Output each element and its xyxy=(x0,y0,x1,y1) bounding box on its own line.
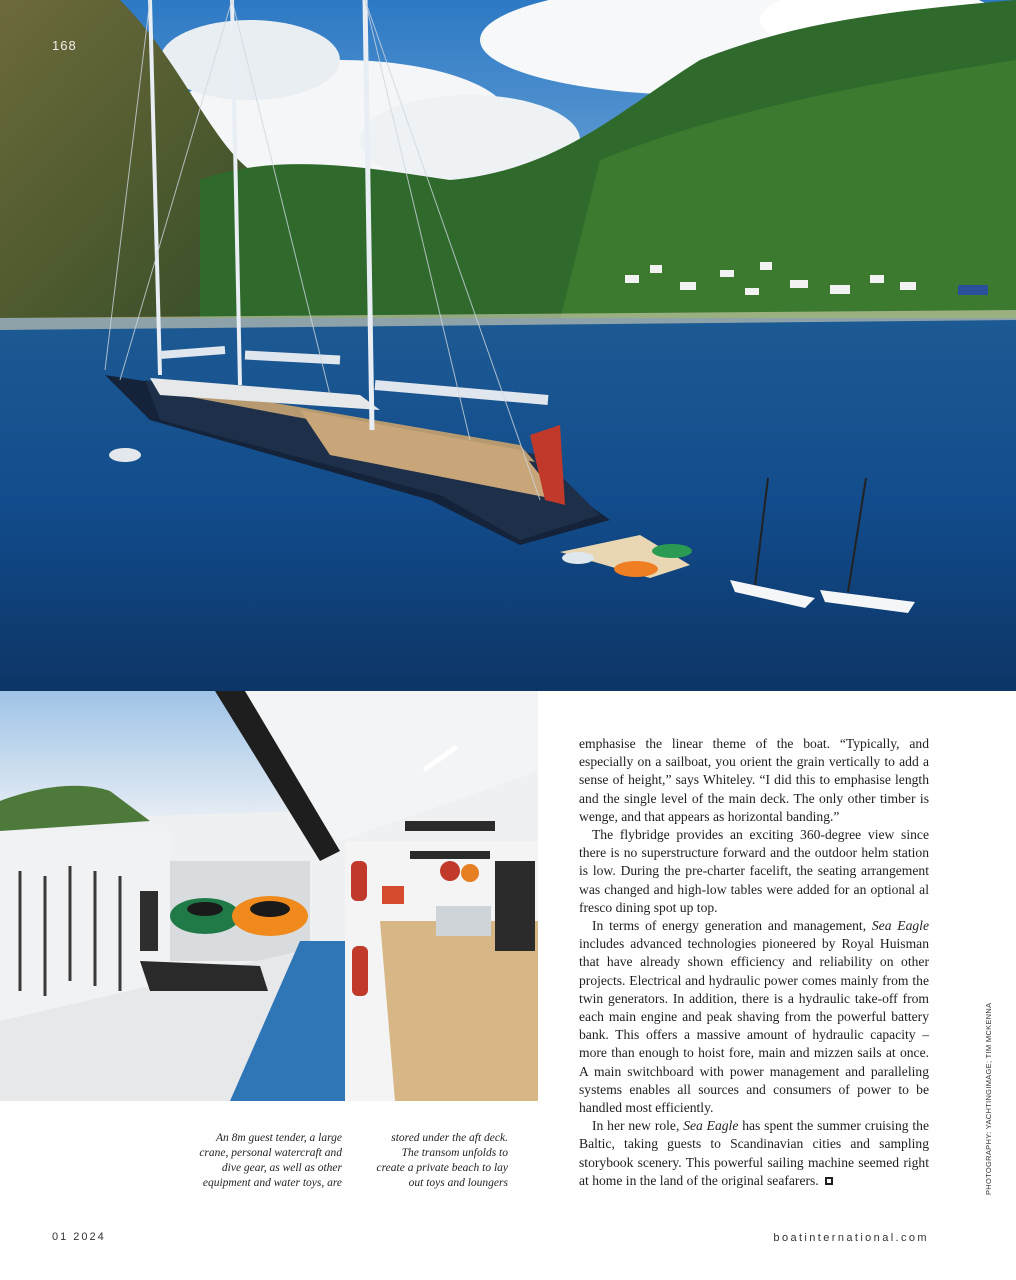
paragraph-2: The flybridge provides an exciting 360-degree view since there is no superstructure forward and the outdoor helm station is low. During the pre-charter facelift, the seating arrangement was changed and high-low tables were added for an optional al fresco dining spot up top. xyxy=(579,827,929,915)
paragraph-1: emphasise the linear theme of the boat. “Typically, and especially on a sailboat, you orient the grain vertically to add a sense of height,” says Whiteley. “I did this to emphasise length and the single level of the main deck. The only other timber is wenge, and that appears as horizontal banding.” xyxy=(579,736,929,824)
photo-caption-left: An 8m guest tender, a large crane, personal watercraft and dive gear, as well as other equipment and water toys, are xyxy=(199,1132,342,1189)
tender-garage-photo-icon xyxy=(0,691,538,1101)
paragraph-3-lead: In terms of energy generation and management, xyxy=(592,918,872,934)
yacht-name: Sea Eagle xyxy=(683,1118,739,1134)
paragraph-4-lead: In her new role, xyxy=(592,1118,684,1134)
yacht-name: Sea Eagle xyxy=(871,918,929,934)
end-of-article-icon xyxy=(825,1177,833,1185)
garage-photo xyxy=(0,691,538,1101)
paragraph-4 xyxy=(579,1117,929,1190)
page-number: 168 xyxy=(52,38,77,53)
paragraph-3 xyxy=(579,917,929,1117)
paragraph-3-rest: includes advanced technologies pioneered by Royal Huisman that have already shown efficiency and reliability on other projects. Electrical and hydraulic power comes mainly from the twin generators. In addition, there is a hydraulic take-off from each main engine and peak shaving from the powerful battery bank. This offers a massive amount of hydraulic capacity – more than enough to hoist fore, main and mizzen sails at once. A main switchboard with power management and paralleling systems enables all sources and consumers of power to be handled most efficiently. xyxy=(579,936,929,1116)
photo-caption-right: stored under the aft deck. The transom unfolds to create a private beach to lay out toys and loungers xyxy=(376,1132,508,1189)
article-body xyxy=(579,735,929,1190)
issue-date: 01 2024 xyxy=(52,1231,106,1243)
paragraph-4-rest: has spent the summer cruising the Baltic, taking guests to Scandinavian cities and sampling storybook scenery. This powerful sailing machine seemed right at home in the land of the original seafarers. xyxy=(579,1118,929,1188)
photo-credit: PHOTOGRAPHY: YACHTINGIMAGE; TIM MCKENNA xyxy=(984,1002,993,1195)
website-link[interactable]: boatinternational.com xyxy=(773,1232,929,1244)
